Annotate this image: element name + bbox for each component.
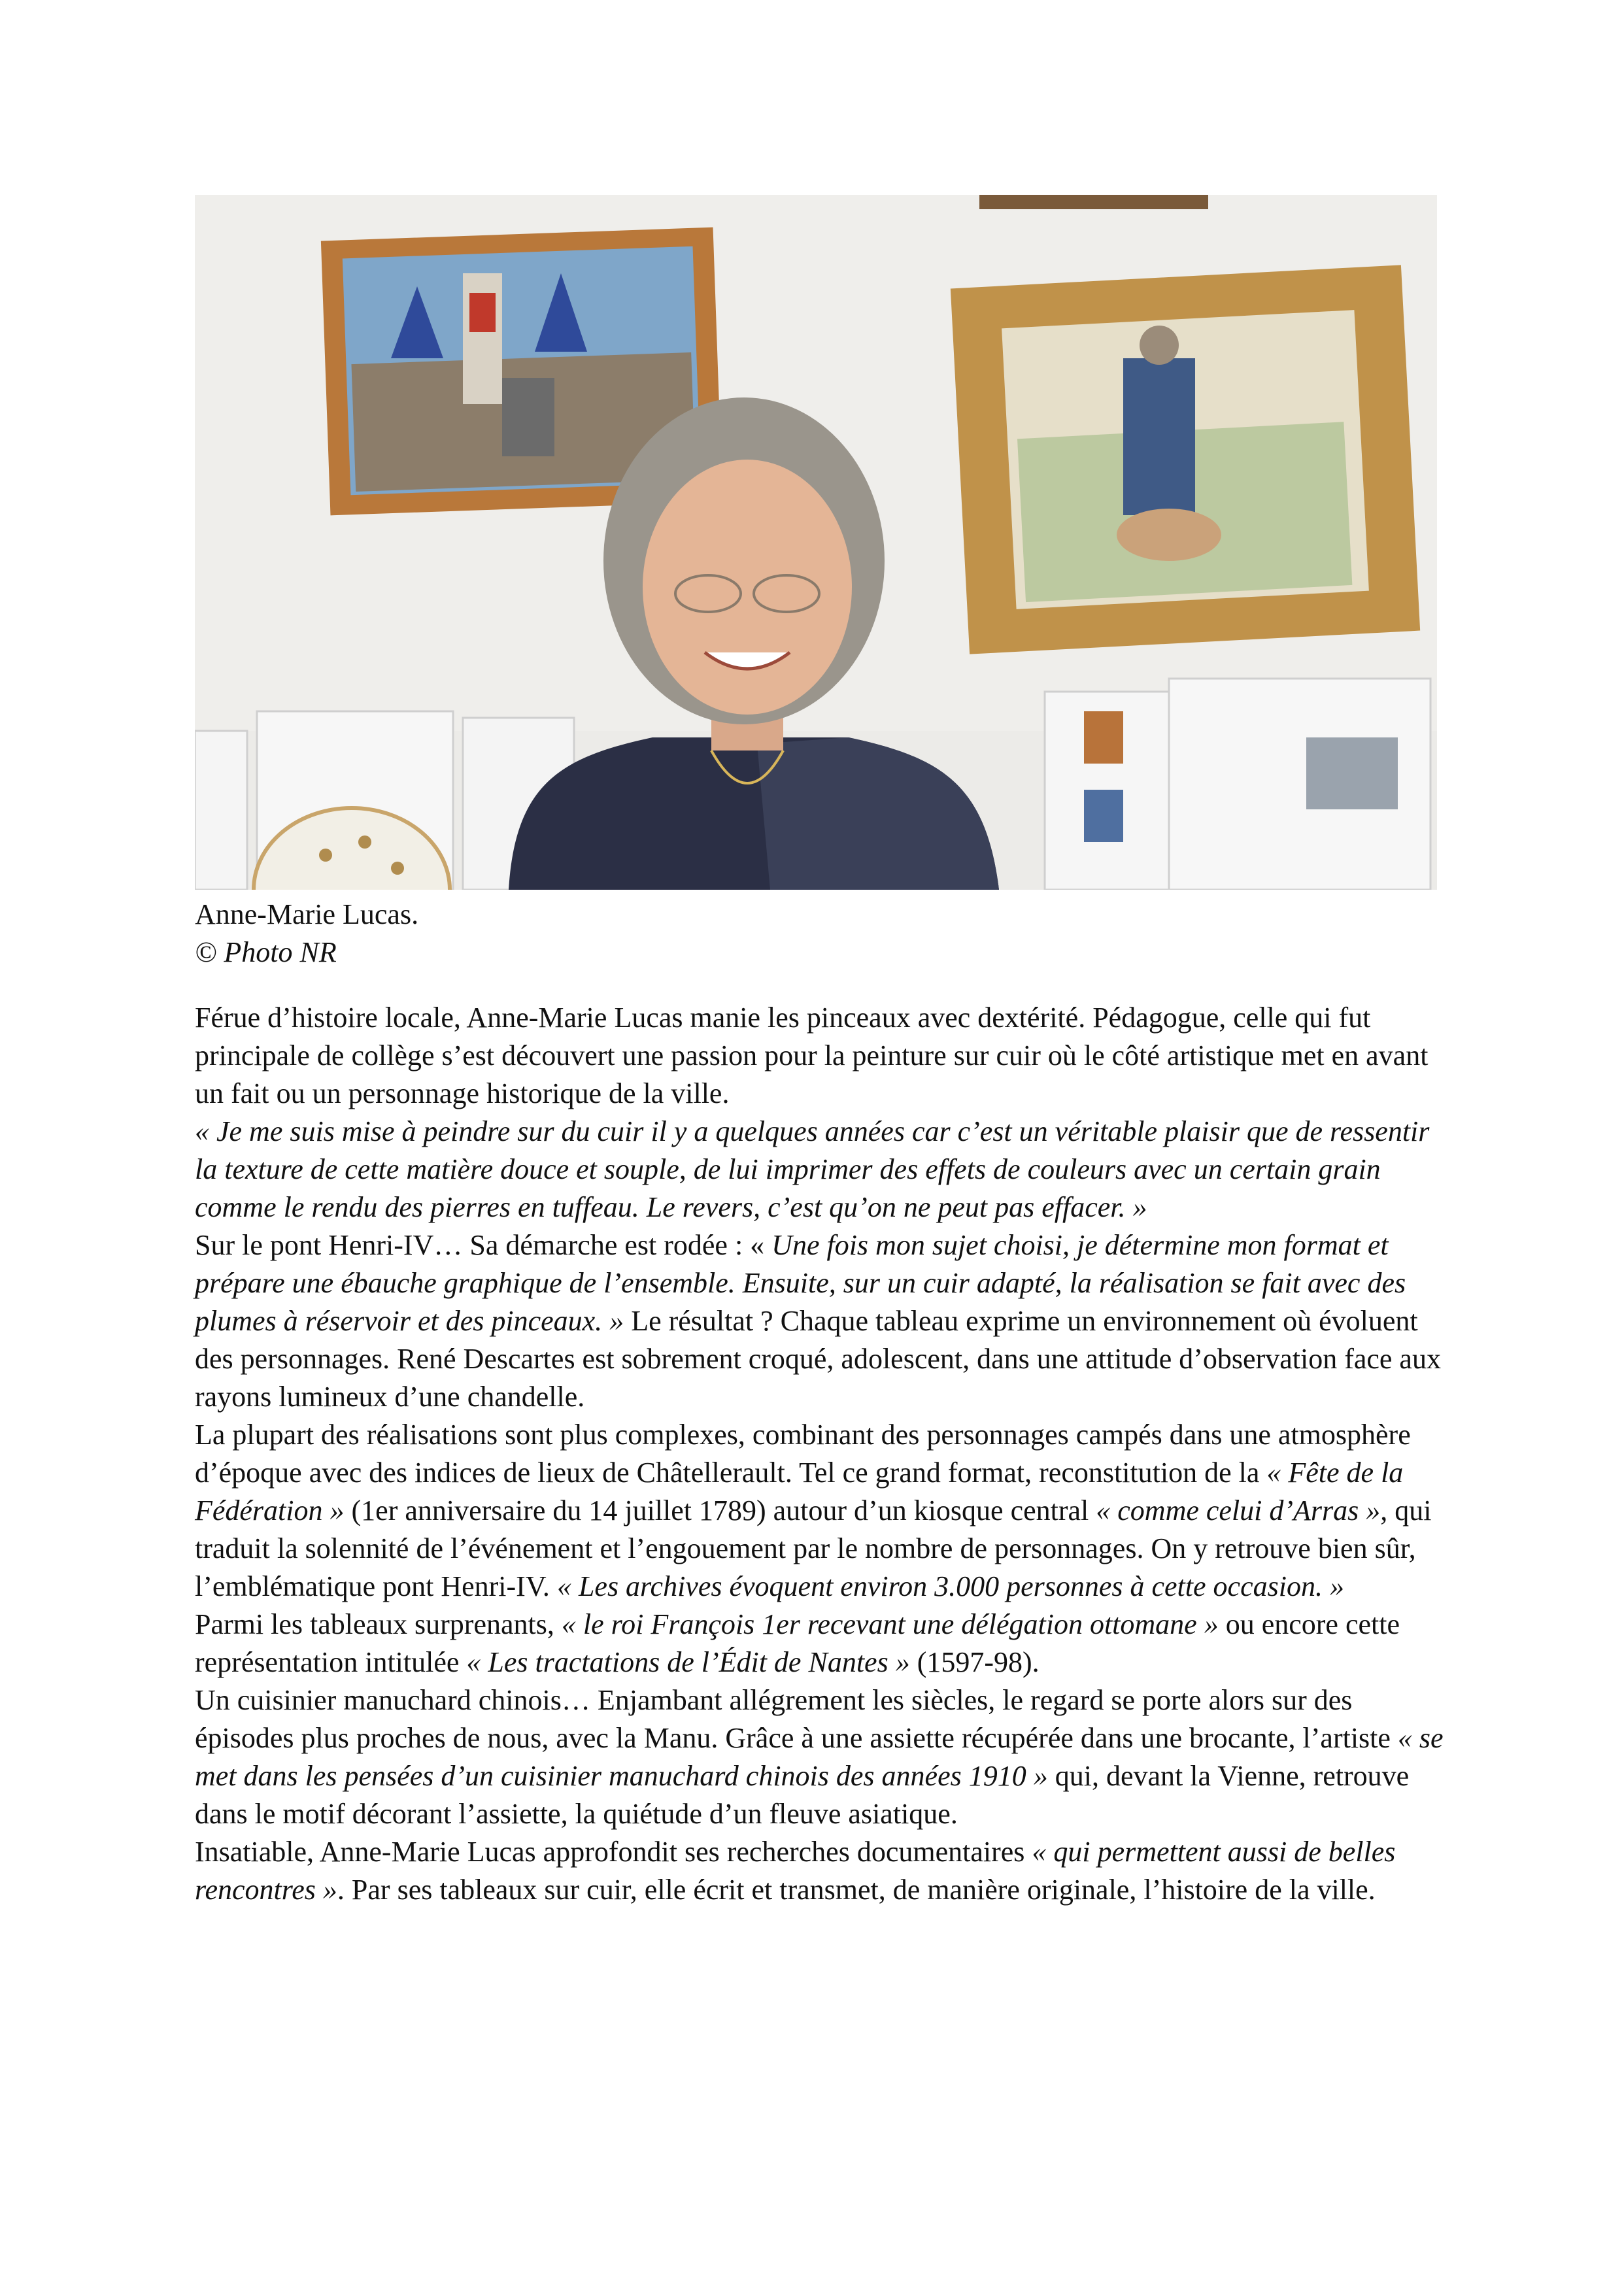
quote-text: « Je me suis mise à peindre sur du cuir il y a quelques années car c’est un véritable plaisir que de ressentir la texture de cette matière douce et souple, de lui imprimer des effets de couleurs avec un certain grain comme le rendu des pierres en tuffeau. Le revers, c’est qu’on ne peut pas effacer. » (195, 1115, 1430, 1223)
quote-text: « le roi François 1er recevant une délégation ottomane » (561, 1608, 1219, 1640)
text-span: Le résultat ? Chaque tableau exprime un environnement où évoluent des personnages. René Descartes est sobrement croqué, adolescent, dans une attitude d’observation face aux rayons lumineux d’une chandelle. (195, 1305, 1441, 1413)
quote-text: « comme celui d’Arras » (1096, 1494, 1381, 1527)
quote-text: « Les archives évoquent environ 3.000 personnes à cette occasion. » (556, 1570, 1344, 1602)
text-span: ou encore cette représentation intitulée (195, 1608, 1400, 1678)
article-photo (195, 195, 1437, 890)
text-span: (1597-98). (909, 1646, 1040, 1678)
text-span: Sur le pont Henri-IV… Sa démarche est rodée : « (195, 1229, 772, 1261)
caption-name: Anne-Marie Lucas. (195, 898, 419, 930)
quote-text: « se met dans les pensées d’un cuisinier manuchard chinois des années 1910 » (195, 1722, 1444, 1792)
text-span: Parmi les tableaux surprenants, (195, 1608, 562, 1640)
paragraph-cook (195, 1681, 1457, 1833)
quote-text: « Fête de la Fédération » (195, 1457, 1404, 1527)
paragraph-quote (195, 1113, 1457, 1226)
paragraph-intro: Férue d’histoire locale, Anne-Marie Lucas manie les pinceaux avec dextérité. Pédagogue, celle qui fut principale de collège s’est découvert une passion pour la peinture sur cuir où le côté artistique met en avant un fait ou un personnage historique de la ville. (195, 1002, 1429, 1109)
quote-text: Une fois mon sujet choisi, je détermine mon format et prépare une ébauche graphique de l’ensemble. Ensuite, sur un cuir adapté, la réalisation se fait avec des plumes à réservoir et des pinceaux. » (195, 1229, 1406, 1337)
text-span: (1er anniversaire du 14 juillet 1789) autour d’un kiosque central (344, 1494, 1096, 1527)
text-span: Insatiable, Anne-Marie Lucas approfondit ses recherches documentaires (195, 1836, 1032, 1868)
photo-caption (195, 896, 418, 971)
article-body (195, 999, 1457, 1909)
paragraph-surprising (195, 1606, 1457, 1681)
quote-text: « qui permettent aussi de belles rencontres » (195, 1836, 1396, 1906)
caption-credit: © Photo NR (195, 936, 337, 968)
text-span: , qui traduit la solennité de l’événement et l’engouement par le nombre de personnages. On y retrouve bien sûr, l’emblématique pont Henri-IV. (195, 1494, 1432, 1602)
paragraph-federation (195, 1416, 1457, 1606)
text-span: Un cuisinier manuchard chinois… Enjambant allégrement les siècles, le regard se porte alors sur des épisodes plus proches de nous, avec la Manu. Grâce à une assiette récupérée dans une brocante, l’artiste (195, 1684, 1398, 1754)
text-span: . Par ses tableaux sur cuir, elle écrit et transmet, de manière originale, l’histoire de la ville. (337, 1874, 1376, 1906)
portrait-photo-icon (195, 195, 1437, 890)
quote-text: « Les tractations de l’Édit de Nantes » (466, 1646, 910, 1678)
paragraph-conclusion (195, 1833, 1457, 1909)
paragraph-method (195, 1226, 1457, 1416)
painting-right (951, 265, 1420, 654)
text-span: La plupart des réalisations sont plus complexes, combinant des personnages campés dans une atmosphère d’époque avec des indices de lieux de Châtellerault. Tel ce grand format, reconstitution de la (195, 1419, 1411, 1489)
text-span: qui, devant la Vienne, retrouve dans le motif décorant l’assiette, la quiétude d’un fleuve asiatique. (195, 1760, 1410, 1830)
